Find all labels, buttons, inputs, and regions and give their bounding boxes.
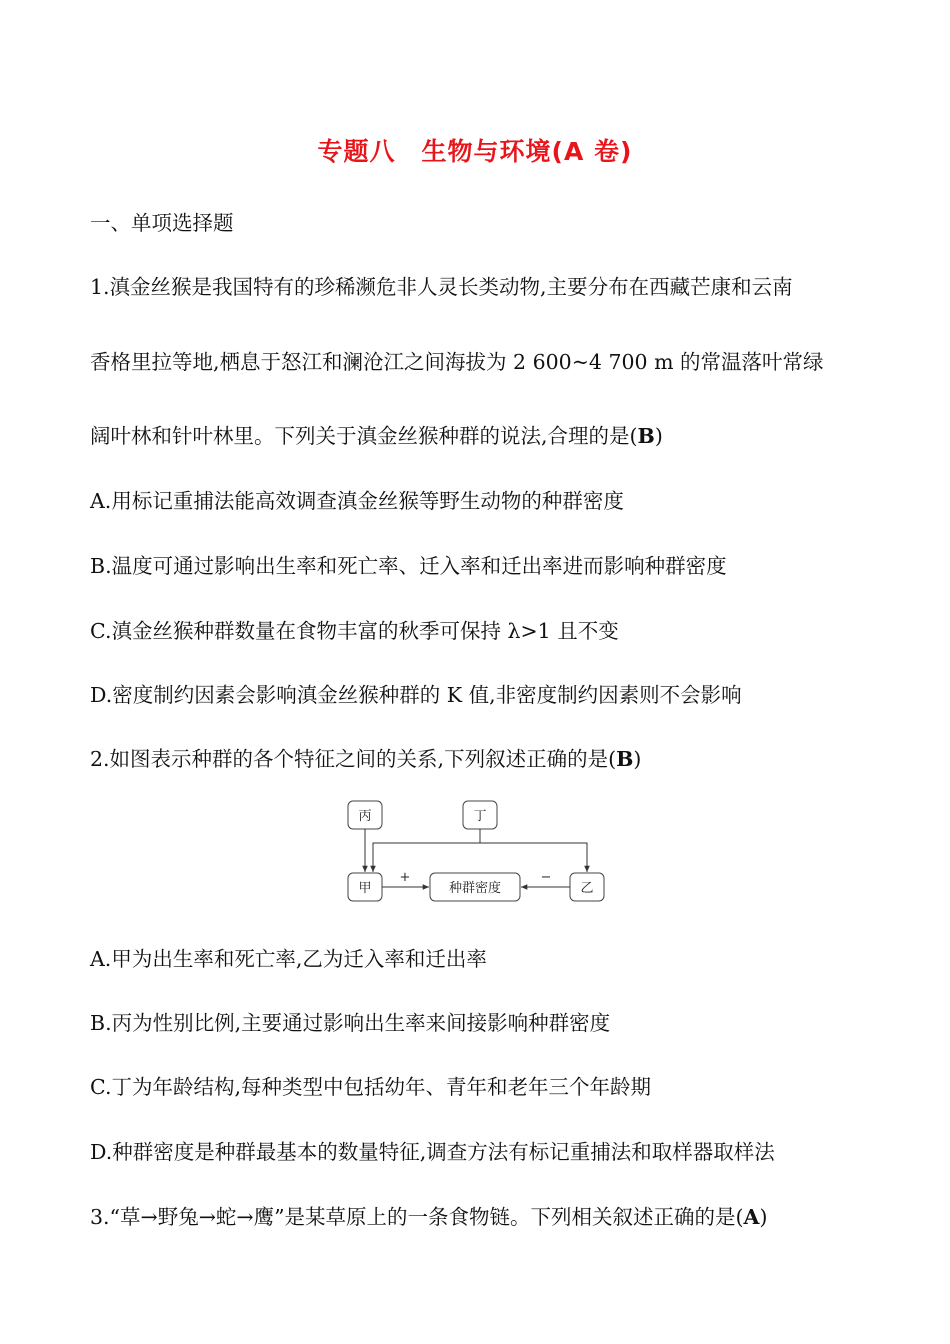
q3-stem-text: 3.“草→野兔→蛇→鹰”是某草原上的一条食物链。下列相关叙述正确的是( [90,1205,744,1229]
q2-option-d: D.种群密度是种群最基本的数量特征,调查方法有标记重捕法和取样器取样法 [90,1140,775,1164]
q1-option-d: D.密度制约因素会影响滇金丝猴种群的 K 值,非密度制约因素则不会影响 [90,683,742,707]
q1-close-paren: ) [654,424,663,448]
label-jia: 甲 [358,881,372,896]
label-bing: 丙 [358,809,372,824]
q2-option-b: B.丙为性别比例,主要通过影响出生率来间接影响种群密度 [90,1011,611,1035]
q1-stem-line3 [90,419,663,449]
q2-option-c: C.丁为年龄结构,每种类型中包括幼年、青年和老年三个年龄期 [90,1075,651,1099]
q2-stem-text: 2.如图表示种群的各个特征之间的关系,下列叙述正确的是( [90,747,617,771]
label-population-density: 种群密度 [448,881,502,896]
q1-option-c: C.滇金丝猴种群数量在食物丰富的秋季可保持 λ>1 且不变 [90,619,619,643]
q2-close-paren: ) [633,747,642,771]
arrow-ding-to-yi [480,843,587,872]
population-characteristics-diagram [340,795,620,910]
q3-close-paren: ) [759,1205,768,1229]
label-yi: 乙 [580,881,594,896]
q1-stem-text: 阔叶林和针叶林里。下列关于滇金丝猴种群的说法,合理的是( [90,424,638,448]
q2-answer: B [616,747,634,771]
page-title: 专题八 生物与环境(A 卷) [317,137,633,166]
q2-stem [90,742,641,772]
q1-stem-line1: 1.滇金丝猴是我国特有的珍稀濒危非人灵长类动物,主要分布在西藏芒康和云南 [90,275,793,299]
q1-option-b: B.温度可通过影响出生率和死亡率、迁入率和迁出率进而影响种群密度 [90,554,727,578]
q2-option-a: A.甲为出生率和死亡率,乙为迁入率和迁出率 [90,947,487,971]
plus-sign: + [399,870,411,885]
q1-stem-line2: 香格里拉等地,栖息于怒江和澜沧江之间海拔为 2 600~4 700 m 的常温落叶常绿 [90,350,824,374]
q3-stem [90,1200,767,1230]
label-ding: 丁 [473,809,487,824]
q1-option-a: A.用标记重捕法能高效调查滇金丝猴等野生动物的种群密度 [90,489,624,513]
q1-answer: B [637,424,655,448]
arrow-ding-to-jia [373,829,480,872]
section-heading: 一、单项选择题 [90,211,234,235]
minus-sign: − [540,870,552,885]
q3-answer: A [743,1205,760,1229]
